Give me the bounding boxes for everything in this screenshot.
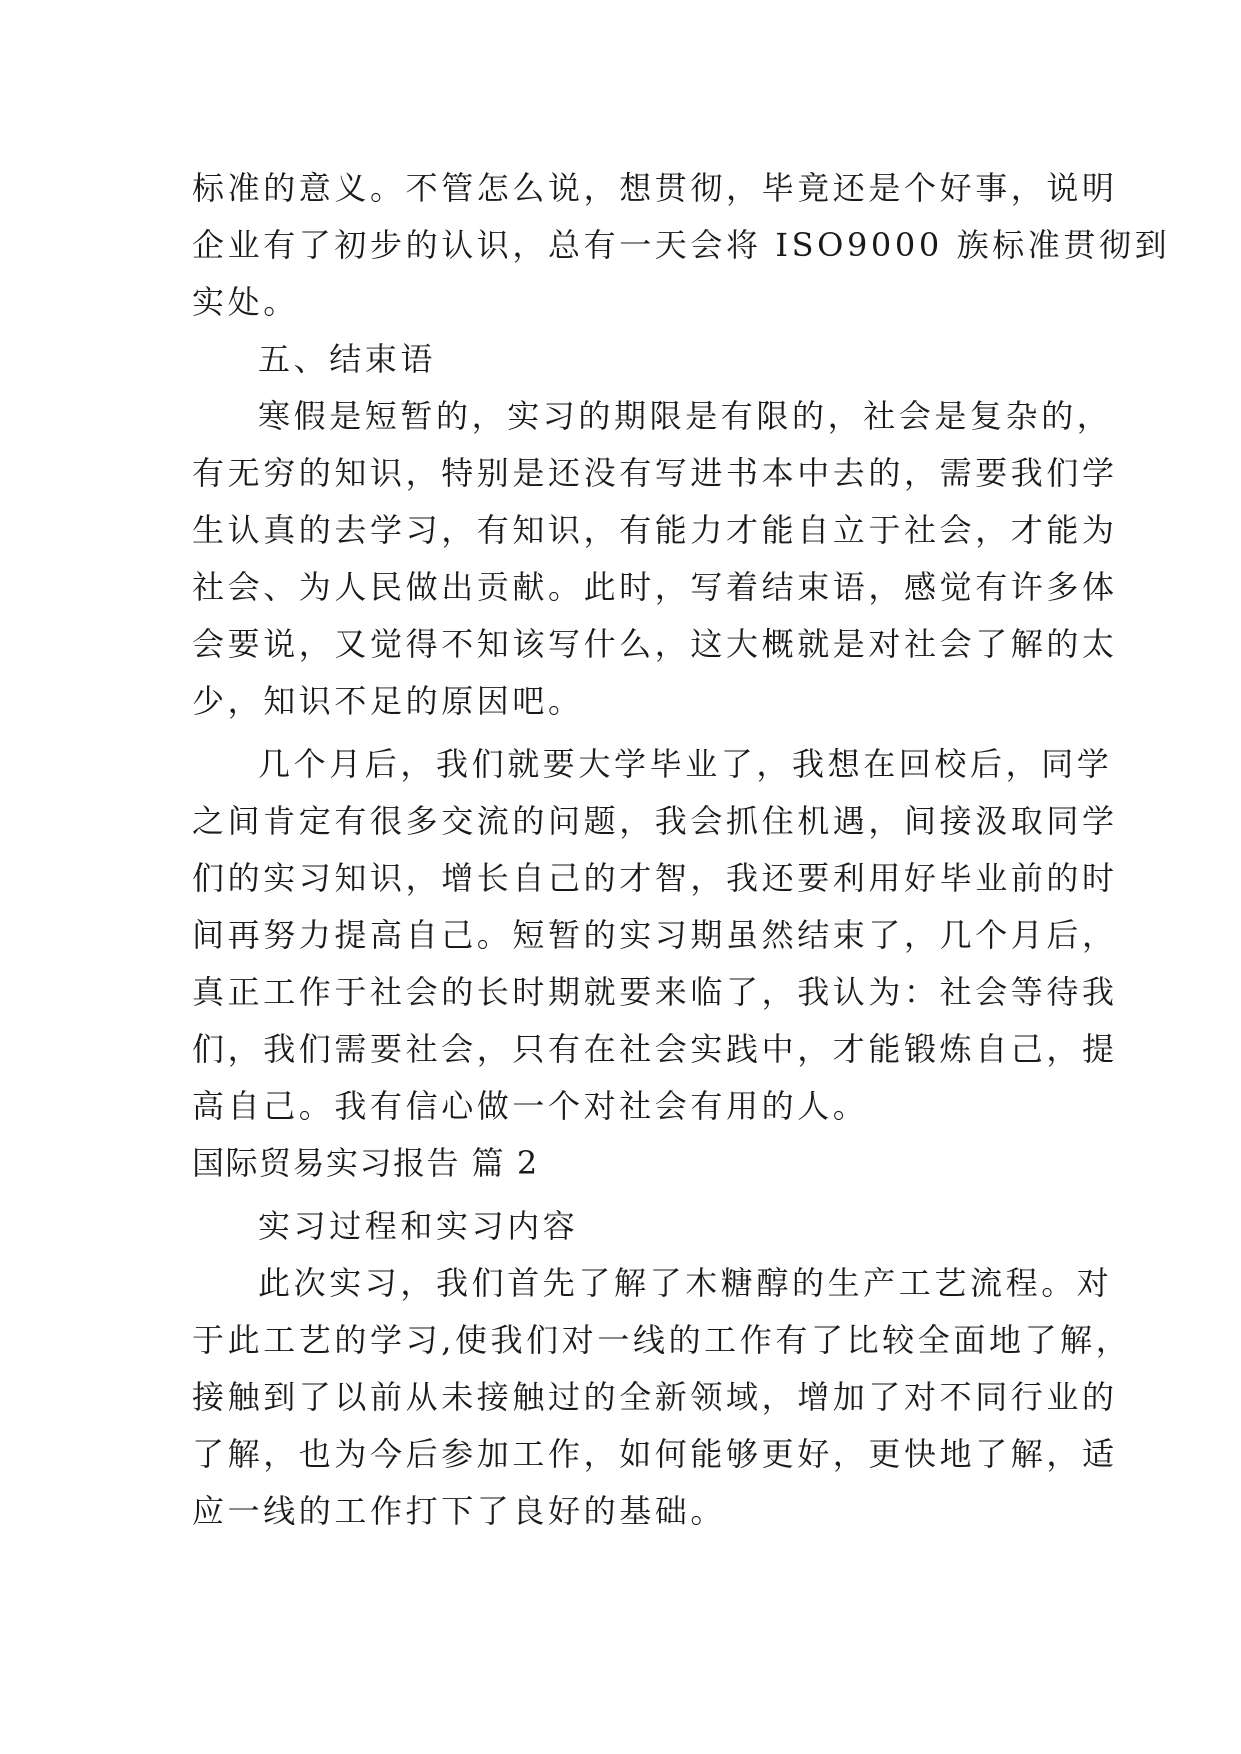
paragraph-line: 几个月后，我们就要大学毕业了，我想在回校后，同学 xyxy=(258,745,1113,783)
article-title: 国际贸易实习报告 篇 2 xyxy=(192,1144,539,1182)
paragraph-line: 们，我们需要社会，只有在社会实践中，才能锻炼自己，提 xyxy=(192,1030,1118,1068)
paragraph-line: 了解，也为今后参加工作，如何能够更好，更快地了解，适 xyxy=(192,1435,1118,1473)
paragraph-line: 之间肯定有很多交流的问题，我会抓住机遇，间接汲取同学 xyxy=(192,802,1118,840)
paragraph-line: 实处。 xyxy=(192,283,299,321)
paragraph-line: 会要说，又觉得不知该写什么，这大概就是对社会了解的太 xyxy=(192,625,1118,663)
paragraph-line: 此次实习，我们首先了解了木糖醇的生产工艺流程。对 xyxy=(258,1264,1113,1302)
paragraph-line: 应一线的工作打下了良好的基础。 xyxy=(192,1492,727,1530)
paragraph-line: 有无穷的知识，特别是还没有写进书本中去的，需要我们学 xyxy=(192,454,1118,492)
section-heading: 实习过程和实习内容 xyxy=(258,1207,579,1245)
paragraph-line: 真正工作于社会的长时期就要来临了，我认为：社会等待我 xyxy=(192,973,1118,1011)
paragraph-line: 于此工艺的学习,使我们对一线的工作有了比较全面地了解， xyxy=(192,1321,1132,1359)
paragraph-line: 高自己。我有信心做一个对社会有用的人。 xyxy=(192,1087,869,1125)
paragraph-line: 寒假是短暂的，实习的期限是有限的，社会是复杂的， xyxy=(258,397,1113,435)
paragraph-line: 少，知识不足的原因吧。 xyxy=(192,682,584,720)
section-heading: 五、结束语 xyxy=(258,340,437,378)
paragraph-line: 标准的意义。不管怎么说，想贯彻，毕竟还是个好事，说明 xyxy=(192,169,1118,207)
paragraph-line: 生认真的去学习，有知识，有能力才能自立于社会，才能为 xyxy=(192,511,1118,549)
paragraph-line: 们的实习知识，增长自己的才智，我还要利用好毕业前的时 xyxy=(192,859,1118,897)
paragraph-line: 间再努力提高自己。短暂的实习期虽然结束了，几个月后， xyxy=(192,916,1118,954)
paragraph-line: 接触到了以前从未接触过的全新领域，增加了对不同行业的 xyxy=(192,1378,1118,1416)
paragraph-line: 企业有了初步的认识，总有一天会将 ISO9000 族标准贯彻到 xyxy=(192,226,1171,264)
paragraph-line: 社会、为人民做出贡献。此时，写着结束语，感觉有许多体 xyxy=(192,568,1118,606)
